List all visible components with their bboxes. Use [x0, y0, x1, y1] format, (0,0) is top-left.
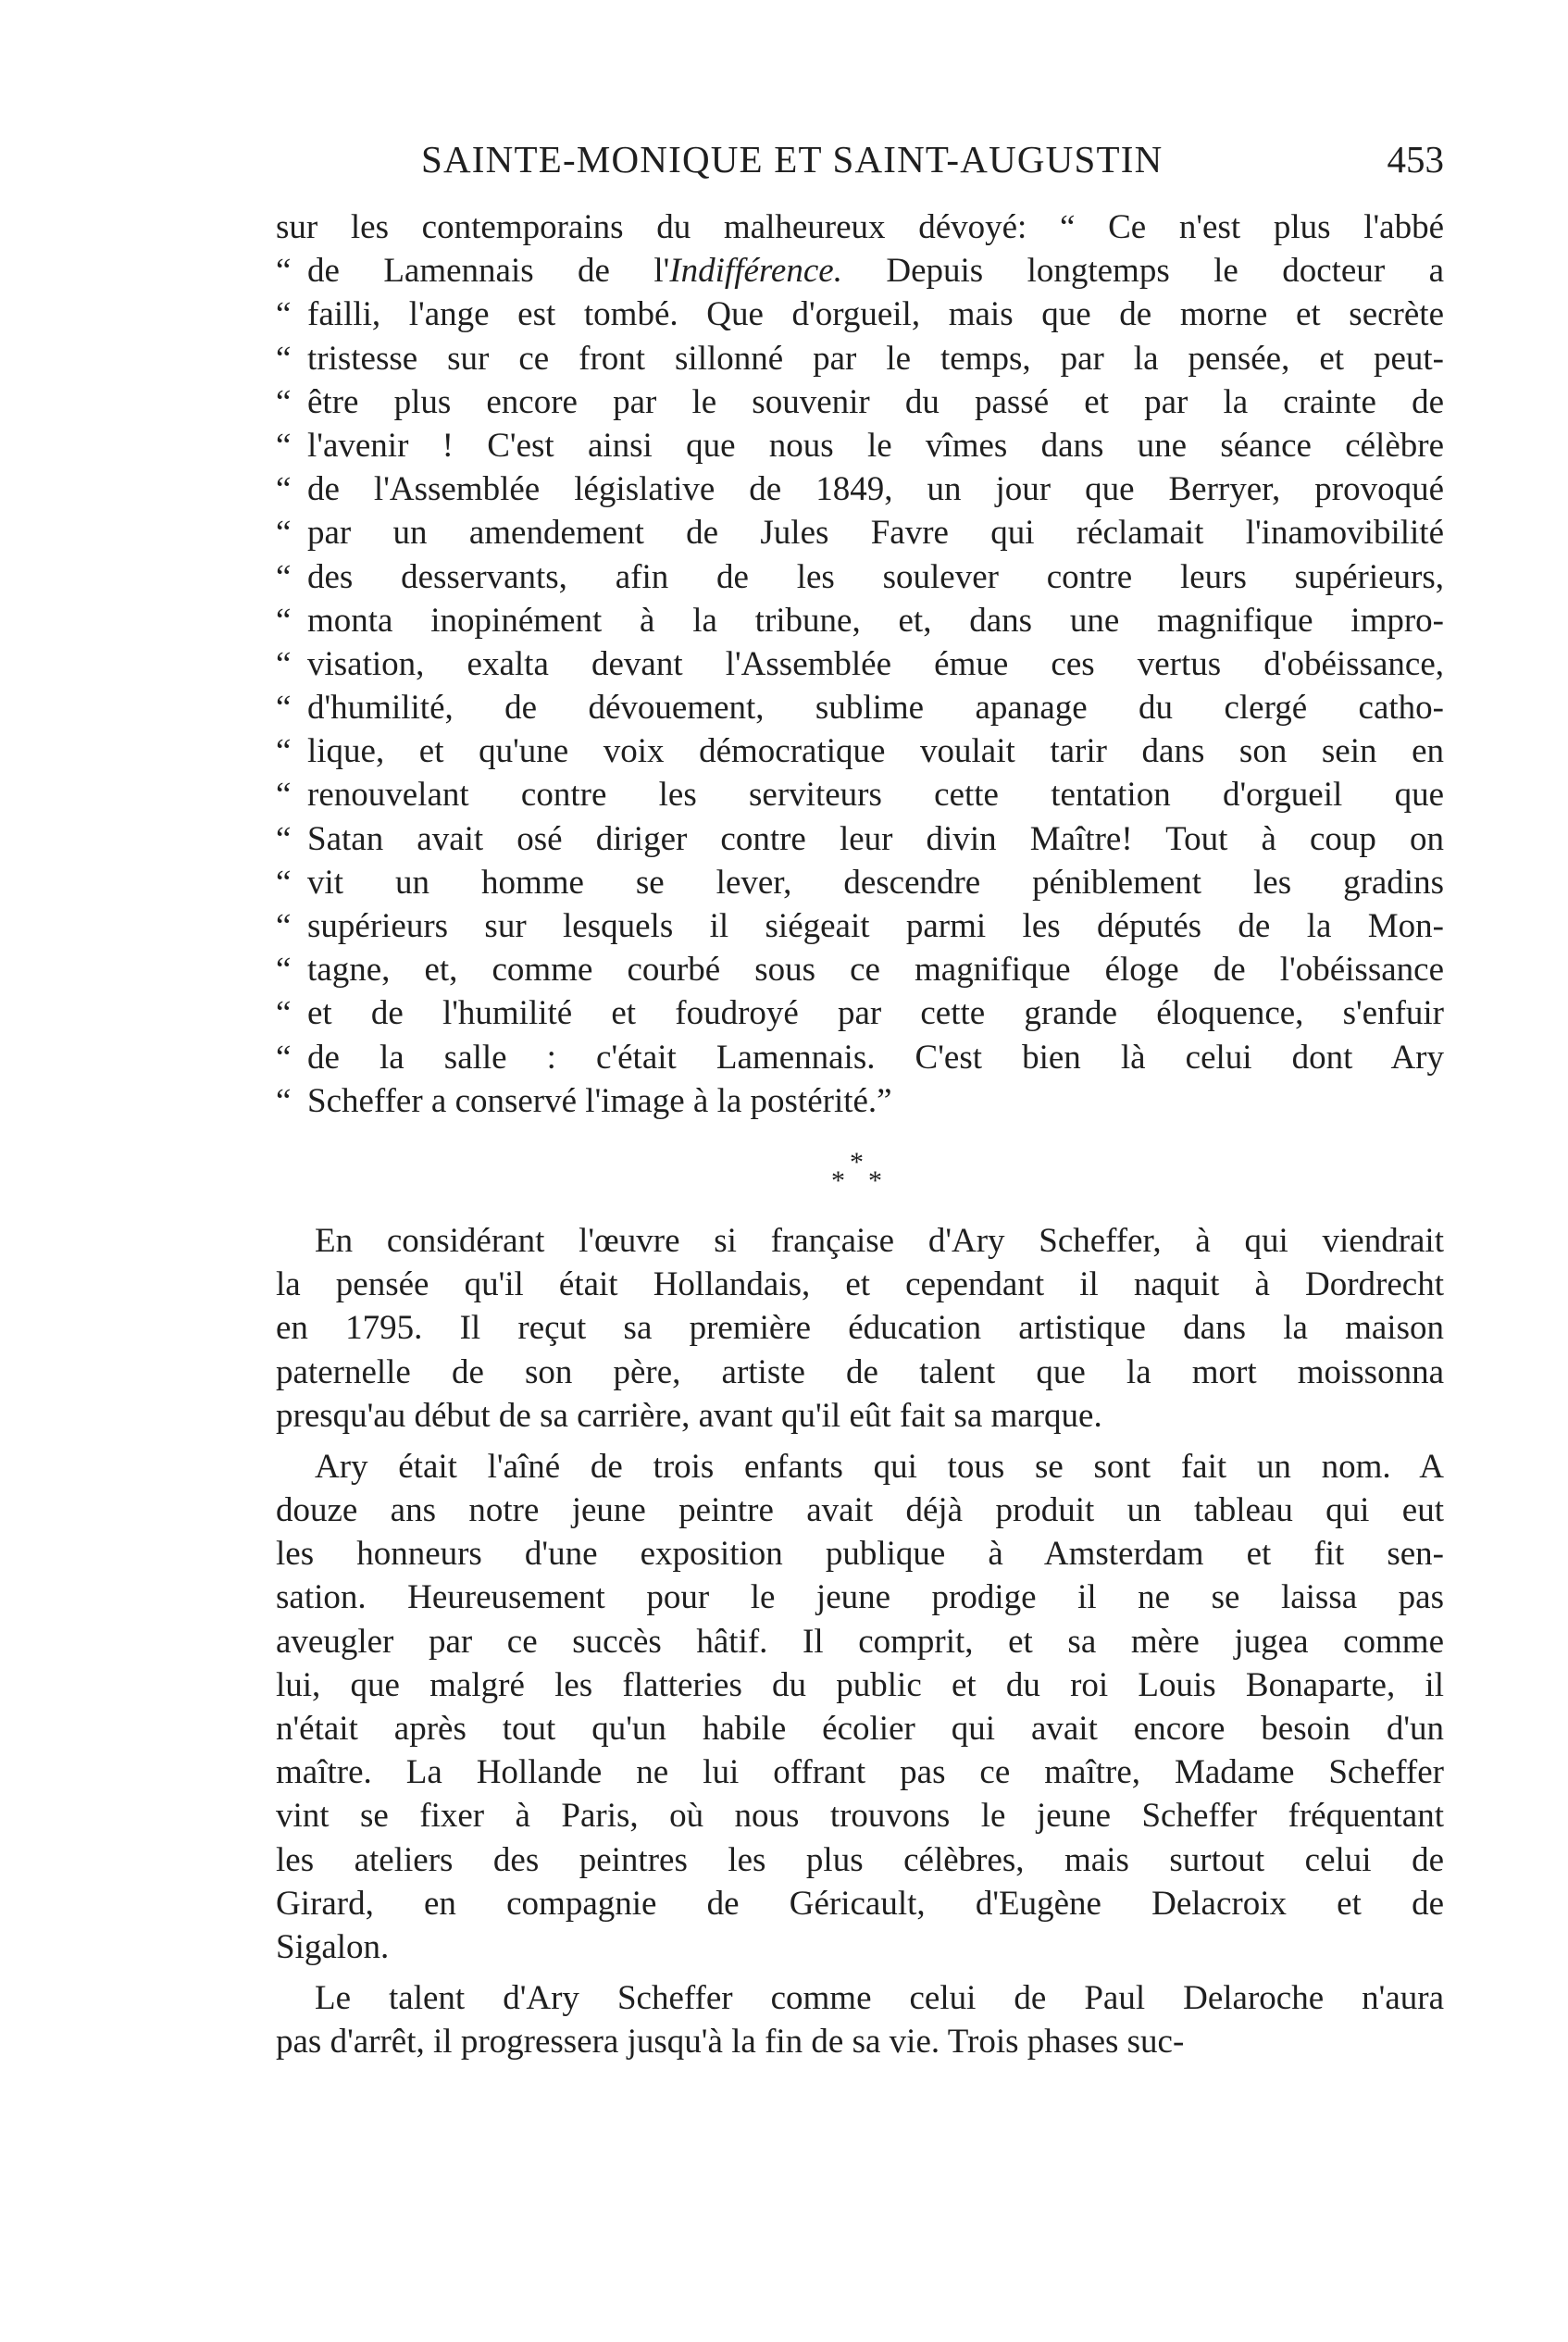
- quote-text: de la salle : c'était Lamennais. C'est bien là celui dont Ary: [307, 1038, 1444, 1077]
- paragraph-line: aveugler par ce succès hâtif. Il comprit, et sa mère jugea comme: [276, 1622, 1444, 1661]
- quote-line: [276, 599, 1444, 642]
- quote-mark: “: [276, 252, 292, 291]
- quote-text: [307, 249, 1444, 293]
- paragraph-line: n'était après tout qu'un habile écolier qui avait encore besoin d'un: [276, 1710, 1444, 1748]
- paragraph-line: Girard, en compagnie de Géricault, d'Eugène Delacroix et de: [276, 1884, 1444, 1923]
- quote-mark: “: [276, 426, 292, 465]
- quote-text: par un amendement de Jules Favre qui réclamait l'inamovibilité: [307, 514, 1444, 553]
- quote-line: [276, 337, 1444, 380]
- book-title-italic: Indifférence.: [669, 252, 842, 291]
- paragraph-line: sation. Heureusement pour le jeune prodige il ne se laissa pas: [276, 1578, 1444, 1617]
- quote-mark: “: [276, 1038, 292, 1077]
- paragraph-line: les honneurs d'une exposition publique à Amsterdam et fit sen-: [276, 1535, 1444, 1574]
- quote-line: [276, 293, 1444, 336]
- quote-intro-line: sur les contemporains du malheureux dévoyé: “ Ce n'est plus l'abbé: [276, 208, 1444, 246]
- quote-mark: “: [276, 1081, 292, 1120]
- quote-line: [276, 555, 1444, 599]
- body-text: [276, 206, 1444, 2064]
- asterism-star-right: *: [868, 1165, 882, 1196]
- quote-mark: “: [276, 514, 292, 553]
- quote-line: [276, 686, 1444, 729]
- quote-mark: “: [276, 689, 292, 728]
- paragraph-scheffer-talent: [276, 1976, 1444, 2063]
- running-title: SAINTE-MONIQUE ET SAINT-AUGUSTIN: [421, 138, 1164, 181]
- quote-text: des desservants, afin de les soulever contre leurs supérieurs,: [307, 557, 1444, 596]
- paragraph-line: pas d'arrêt, il progressera jusqu'à la fin de sa vie. Trois phases suc-: [276, 2023, 1185, 2062]
- quote-text: de l'Assemblée législative de 1849, un jour que Berryer, provoqué: [307, 470, 1444, 509]
- quote-line: [276, 467, 1444, 511]
- paragraph-line: maître. La Hollande ne lui offrant pas ce maître, Madame Scheffer: [276, 1753, 1444, 1792]
- quote-text: être plus encore par le souvenir du passé et par la crainte de: [307, 382, 1444, 421]
- quote-text-after: Depuis longtemps le docteur a: [841, 252, 1444, 291]
- quotation-block: [276, 249, 1444, 1123]
- quote-mark: “: [276, 951, 292, 990]
- quote-mark: “: [276, 776, 292, 815]
- quote-line: [276, 904, 1444, 948]
- quote-text: l'avenir ! C'est ainsi que nous le vîmes dans une séance célèbre: [307, 426, 1444, 465]
- quote-mark: “: [276, 732, 292, 771]
- paragraph-line: paternelle de son père, artiste de talent que la mort moissonna: [276, 1352, 1444, 1391]
- quote-mark: “: [276, 295, 292, 334]
- quote-mark: “: [276, 994, 292, 1033]
- quote-line: [276, 773, 1444, 816]
- paragraph-scheffer-origins: [276, 1219, 1444, 1438]
- quote-line: [276, 729, 1444, 773]
- quote-line: [276, 511, 1444, 554]
- quote-text: visation, exalta devant l'Assemblée émue ces vertus d'obéissance,: [307, 644, 1444, 683]
- quote-line: [276, 380, 1444, 424]
- section-separator-asterism: [276, 1123, 1444, 1219]
- paragraph-line: lui, que malgré les flatteries du public et du roi Louis Bonaparte, il: [276, 1665, 1444, 1704]
- quote-text: lique, et qu'une voix démocratique voulait tarir dans son sein en: [307, 732, 1444, 771]
- quote-mark: “: [276, 907, 292, 945]
- quote-line: [276, 424, 1444, 467]
- quote-line: [276, 642, 1444, 686]
- quote-mark: “: [276, 863, 292, 902]
- quote-text-before: de Lamennais de l': [307, 252, 670, 291]
- quote-line: [276, 817, 1444, 861]
- asterism-star-left: *: [831, 1165, 845, 1196]
- quote-text: tagne, et, comme courbé sous ce magnifique éloge de l'obéissance: [307, 951, 1444, 990]
- quote-line: [276, 1079, 1444, 1123]
- quote-text: tristesse sur ce front sillonné par le temps, par la pensée, et peut-: [307, 339, 1444, 378]
- paragraph-line: les ateliers des peintres les plus célèbres, mais surtout celui de: [276, 1840, 1444, 1879]
- paragraph-line: douze ans notre jeune peintre avait déjà produit un tableau qui eut: [276, 1491, 1444, 1530]
- running-header: [421, 131, 1444, 187]
- quote-text: et de l'humilité et foudroyé par cette grande éloquence, s'enfuir: [307, 994, 1444, 1033]
- quote-line: [276, 948, 1444, 991]
- paragraph-line: vint se fixer à Paris, où nous trouvons le jeune Scheffer fréquentant: [276, 1797, 1444, 1836]
- paragraph-line: Le talent d'Ary Scheffer comme celui de Paul Delaroche n'aura: [315, 1979, 1444, 2018]
- quote-mark: “: [276, 644, 292, 683]
- quote-mark: “: [276, 339, 292, 378]
- quote-text: d'humilité, de dévouement, sublime apanage du clergé catho-: [307, 689, 1444, 728]
- quote-text: renouvelant contre les serviteurs cette tentation d'orgueil que: [307, 776, 1444, 815]
- quote-text: failli, l'ange est tombé. Que d'orgueil, mais que de morne et secrète: [307, 295, 1444, 334]
- quote-line: [276, 991, 1444, 1035]
- paragraph-line: En considérant l'œuvre si française d'Ary Scheffer, à qui viendrait: [315, 1221, 1444, 1260]
- quote-mark: “: [276, 819, 292, 858]
- paragraph-scheffer-youth: [276, 1445, 1444, 1969]
- quote-line: [276, 249, 1444, 293]
- paragraph-line: en 1795. Il reçut sa première éducation artistique dans la maison: [276, 1309, 1444, 1348]
- asterism-star-top: *: [850, 1146, 864, 1177]
- paragraph-line: presqu'au début de sa carrière, avant qu'il eût fait sa marque.: [276, 1396, 1102, 1435]
- quote-text: vit un homme se lever, descendre péniblement les gradins: [307, 863, 1444, 902]
- paragraph-line: Sigalon.: [276, 1927, 390, 1966]
- quote-mark: “: [276, 557, 292, 596]
- quote-mark: “: [276, 382, 292, 421]
- quote-mark: “: [276, 601, 292, 640]
- quote-line: [276, 861, 1444, 904]
- quote-text: Satan avait osé diriger contre leur divin Maître! Tout à coup on: [307, 819, 1444, 858]
- quote-text: monta inopinément à la tribune, et, dans une magnifique impro-: [307, 601, 1444, 640]
- quote-line: [276, 1036, 1444, 1079]
- quote-text: Scheffer a conservé l'image à la postérité.”: [307, 1081, 892, 1120]
- quote-text: supérieurs sur lesquels il siégeait parmi les députés de la Mon-: [307, 907, 1444, 945]
- paragraph-line: la pensée qu'il était Hollandais, et cependant il naquit à Dordrecht: [276, 1265, 1444, 1304]
- page-number: 453: [1387, 138, 1444, 181]
- quote-mark: “: [276, 470, 292, 509]
- paragraph-line: Ary était l'aîné de trois enfants qui tous se sont fait un nom. A: [315, 1447, 1444, 1486]
